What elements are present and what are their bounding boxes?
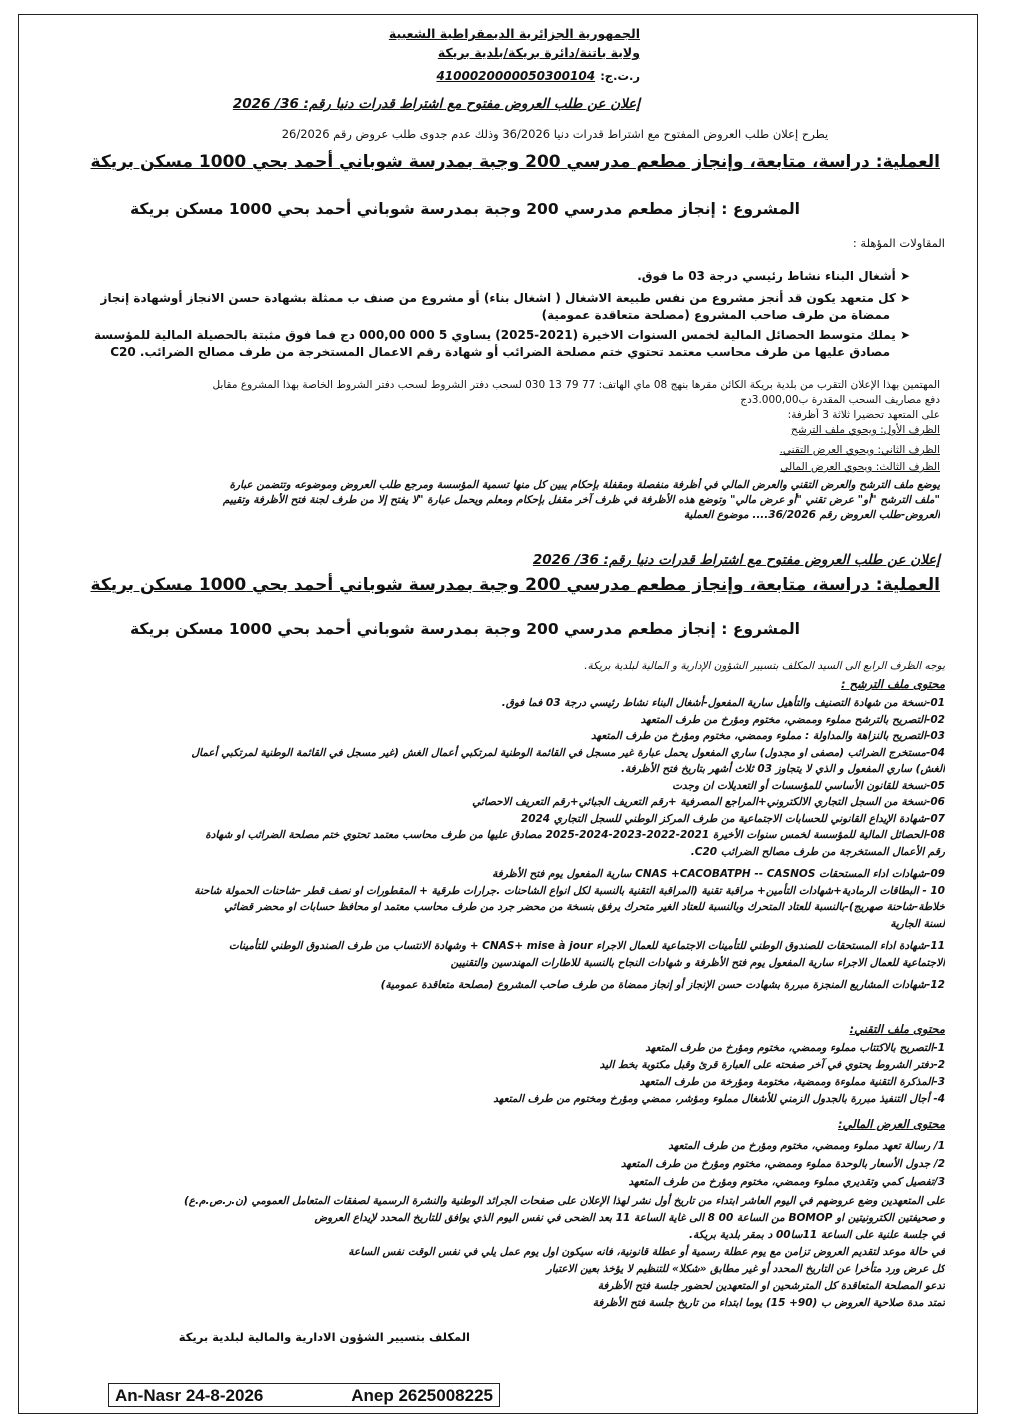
technical-item: 4- أجال التنفيذ مبررة بالجدول الزمني للأشغال مملوء ومؤشر، ممضي ومؤرخ ومختوم من طرف المتعهد	[493, 1093, 945, 1105]
notice-2-operation: العملية: دراسة، متابعة، وإنجاز مطعم مدرسي 200 وجبة بمدرسة شوباني أحمد بحي 1000 مسكن بريكة	[90, 575, 940, 595]
notice-2-project: المشروع : إنجاز مطعم مدرسي 200 وجبة بمدرسة شوباني أحمد بحي 1000 مسكن بريكة	[130, 620, 800, 638]
candidacy-heading: محتوى ملف الترشح :	[840, 677, 945, 691]
condition-item: مصادق عليها من طرف محاسب معتمد تحتوي ختم مصلحة الضرائب أو شهادة رقم الاعمال المستخرجة من طرف مصالح الضرائب. C20	[110, 345, 890, 359]
candidacy-item: الغش) ساري المفعول و الذي لا يتجاوز 03 ثلاث أشهر بتاريخ فتح الأظرفة.	[620, 763, 945, 775]
closing-line: كل عرض ورد متأخرا عن التاريخ المحدد أو غير مطابق «شكلا» للتنظيم لا يؤخذ بعين الاعتبار	[546, 1263, 945, 1275]
financial-heading: محتوى العرض المالي:	[837, 1117, 945, 1131]
closing-paragraphs	[40, 1193, 945, 1312]
republic-header: الجمهورية الجزائرية الديمقراطية الشعبية	[388, 26, 640, 41]
candidacy-item: 01-نسخة من شهادة التصنيف والتأهيل سارية المفعول-أشغال البناء نشاط رئيسي درجة 03 فما فوق.	[501, 697, 945, 709]
closing-line: تمتد مدة صلاحية العروض ب (90+ 15) يوما ابتداء من تاريخ جلسة فتح الأظرفة	[592, 1297, 945, 1309]
candidacy-list	[40, 695, 945, 994]
closing-line: و صحيفتين الكترونيتين او BOMOP من الساعة 00 8 الى غاية الساعة 11 بعد الضحى في نفس اليوم الذي يوافق للتاريخ المحدد لإيداع العروض	[314, 1212, 945, 1224]
candidacy-item: 02-التصريح بالترشح مملوء وممضي، مختوم ومؤرخ من طرف المتعهد	[640, 713, 945, 726]
body-line: الظرف الثالث: ويحوي العرض المالي	[780, 461, 940, 473]
financial-item: 1/ رسالة تعهد مملوء وممضي، مختوم ومؤرخ من طرف المتعهد	[668, 1140, 945, 1152]
body-line: دفع مصاريف السحب المقدرة ب3.000,00دج	[740, 394, 940, 406]
technical-item: 2-دفتر الشروط يحتوي في آخر صفحته على العبارة قرئ وقبل مكتوبة بخط اليد	[599, 1059, 945, 1071]
body-line: على المتعهد تحضيرا ثلاثة 3 أظرفة:	[787, 409, 940, 421]
candidacy-item: 12-شهادات المشاريع المنجزة مبررة بشهادت حسن الإنجاز أو إنجاز ممضاة من طرف صاحب المشروع (مصلحة متعاقدة عمومية)	[380, 979, 945, 991]
condition-item: ➤ كل متعهد يكون قد أنجز مشروع من نفس طبيعة الاشغال ( اشغال بناء) أو مشروع من صنف ب ممثلة بشهادة حسن الانجاز أوشهادة إنجاز	[100, 291, 910, 305]
notice-2-title: إعلان عن طلب العروض مفتوح مع اشتراط قدرات دنيا رقم: 36/ 2026	[532, 552, 940, 568]
nif-label: ر.ت.ج:	[600, 69, 640, 83]
candidacy-item: 10 - البطاقات الرمادية+شهادات التأمين+ مراقبة تقنية (المراقبة التقنية بالنسبة لكل انواع الشاحنات .جرارات طرقية + المقطورات او نصف قطر -شاحنات الحمولة شاحنة	[194, 884, 945, 897]
financial-item: 3/تفصيل كمي وتقديري مملوء وممضي، مختوم ومؤرخ من طرف المتعهد	[628, 1176, 945, 1188]
technical-item: 3-المذكرة التقنية مملوءة وممضية، مختومة ومؤرخة من طرف المتعهد	[639, 1076, 945, 1088]
candidacy-item: 07-شهادة الإيداع القانوني للحسابات الاجتماعية من طرف المركز الوطني للسجل التجاري 2024	[520, 812, 945, 825]
body-line: الظرف الثاني: ويحوي العرض التقني.	[779, 444, 940, 456]
body-line: الظرف الأول: ويحوي ملف الترشح	[791, 424, 940, 436]
candidacy-item: 08-الحصائل المالية للمؤسسة لخمس سنوات الأخيرة 2021-2022-2023-2024-2025 مصادق عليها من طرف محاسب معتمد تحتوي ختم مصلحة الضرائب او شهادة	[205, 829, 945, 841]
candidacy-item: لسنة الجارية	[890, 917, 945, 930]
candidacy-item: 05-نسخة للقانون الأساسي للمؤسسات أو التعديلات ان وجدت	[672, 779, 945, 792]
conditions-list	[93, 268, 910, 361]
province-header: ولاية باتنة/دائرة بريكة/بلدية بريكة	[437, 45, 640, 60]
notice-1-intro: يطرح إعلان طلب العروض المفتوح مع اشتراط قدرات دنيا 36/2026 وذلك عدم جدوى طلب عروض رقم 26/2026	[281, 127, 829, 141]
technical-heading: محتوى ملف التقني:	[849, 1022, 945, 1036]
candidacy-item: رقم الأعمال المستخرجة من طرف مصالح الضرائب C20.	[690, 845, 945, 858]
notice-1-operation: العملية: دراسة، متابعة، وإنجاز مطعم مدرسي 200 وجبة بمدرسة شوباني أحمد بحي 1000 مسكن بريكة	[90, 152, 940, 172]
addressed-line: يوجه الظرف الرابع الى السيد المكلف بتسيير الشؤون الإدارية و المالية لبلدية بريكة.	[584, 660, 945, 672]
publication-footer	[108, 1383, 500, 1407]
body-line: المهتمين بهذا الإعلان التقرب من بلدية بريكة الكائن مقرها بنهج 08 ماي الهاتف: 77 79 13 030 لسحب دفتر الشروط لسحب دفتر الشروط الخاصة بهذا المشروع مقابل	[212, 379, 940, 391]
notice-1-body	[100, 378, 940, 523]
nif-value: 4100020000050300104	[436, 69, 596, 83]
candidacy-item: 03-التصريح بالنزاهة والمداولة : مملوء وممضي، مختوم ومؤرخ من طرف المتعهد	[590, 730, 945, 742]
financial-list	[400, 1137, 945, 1191]
candidacy-item: 06-نسخة من السجل التجاري الالكتروني+المراجع المصرفية +رقم التعريف الجبائي+رقم التعريف الاحصائي	[472, 796, 945, 808]
condition-item: ممضاة من طرف صاحب المشروع (مصلحة متعاقدة عمومية)	[541, 308, 890, 322]
notice-1-title: إعلان عن طلب العروض مفتوح مع اشتراط قدرات دنيا رقم: 36/ 2026	[232, 96, 640, 112]
notice-1-project: المشروع : إنجاز مطعم مدرسي 200 وجبة بمدرسة شوباني أحمد بحي 1000 مسكن بريكة	[130, 200, 800, 218]
closing-line: تدعو المصلحة المتعاقدة كل المترشحين او المتعهدين لحضور جلسة فتح الأظرفة	[597, 1280, 945, 1292]
signature: المكلف بتسيير الشؤون الادارية والمالية لبلدية بريكة	[178, 1330, 470, 1344]
financial-item: 2/ جدول الأسعار بالوحدة مملوء وممضي، مختوم ومؤرخ من طرف المتعهد	[620, 1158, 945, 1170]
condition-item: ➤ أشغال البناء نشاط رئيسي درجة 03 ما فوق.	[637, 269, 910, 283]
qualified-label: المقاولات المؤهلة :	[852, 236, 945, 250]
technical-item: 1-التصريح بالاكتتاب مملوء وممضي، مختوم ومؤرخ من طرف المتعهد	[645, 1042, 945, 1054]
condition-item: ➤ يملك متوسط الحصائل المالية لخمس السنوات الاخيرة (2021-2025) يساوي 5 000 000,00 دج فما فوق مثبتة بالحصيلة المالية للمؤسسة	[93, 328, 910, 342]
technical-list	[300, 1040, 945, 1108]
candidacy-item: 04-مستخرج الضرائب (مصفى او مجدول) ساري المفعول يحمل عبارة غير مسجل في القائمة الوطنية لمرتكبي أعمال الغش (غير مسجل في القائمة الوطنية لمرتكبي أعمال	[191, 746, 945, 759]
candidacy-item: الاجتماعية للعمال الاجراء سارية المفعول يوم فتح الأظرفة و شهادات النجاح بالنسبة للاطارات المهندسين والتقنيين	[450, 956, 945, 969]
body-line: "ملف الترشح "أو" عرض تقني "أو عرض مالي" وتوضع هذه الأظرفة في ظرف آخر مقفل بإحكام ومعلم ويحمل عبارة "لا يفتح إلا من طرف لجنة فتح الأظرفة وتقييم	[222, 494, 940, 506]
candidacy-item: 09-شهادات اداء المستحقات CNAS +CACOBATPH -- CASNOS سارية المفعول يوم فتح الأظرفة	[492, 868, 945, 880]
anep-reference: Anep 2625008225	[351, 1386, 493, 1405]
closing-line: في جلسة علنية على الساعة 11سا00 د بمقر بلدية بريكة.	[689, 1229, 945, 1241]
candidacy-item: 11-شهادة اداء المستحقات للصندوق الوطني للتأمينات الاجتماعية للعمال الاجراء CNAS+ mise à jour + وشهادة الانتساب من طرف الصندوق الوطني للتأمينات	[228, 940, 945, 952]
nif-line	[240, 65, 640, 84]
closing-line: على المتعهدين وضع عروضهم في اليوم العاشر ابتداء من تاريخ أول نشر لهذا الإعلان على صفحات الجرائد الوطنية والنشرة الرسمية لصفقات المتعامل العمومي (ن.ر.ص.م.ع)	[184, 1195, 945, 1207]
candidacy-item: خلاطة-شاحنة صهريج)-بالنسبة للعتاد المتحرك وبالنسبة للعتاد الغير متحرك يرفق بنسخة من محضر جرد من طرف محاسب معتمد او محافظ حسابات او محضر قضائي	[224, 901, 945, 913]
body-line: يوضع ملف الترشح والعرض التقني والعرض المالي في أظرفة منفصلة ومقفلة بإحكام يبين كل منها تسمية المؤسسة ومرجع طلب العروض وموضوعه وتتضمن عبارة	[229, 479, 940, 491]
newspaper-reference: An-Nasr 24-8-2026	[115, 1386, 264, 1405]
closing-line: في حالة موعد لتقديم العروض تزامن مع يوم عطلة رسمية أو عطلة قانونية، فانه سيكون اول يوم عمل يلي في نفس الوقت نفس الساعة	[348, 1246, 945, 1258]
body-line: العروض-طلب العروض رقم 36/2026.... موضوع العملية	[683, 509, 940, 521]
